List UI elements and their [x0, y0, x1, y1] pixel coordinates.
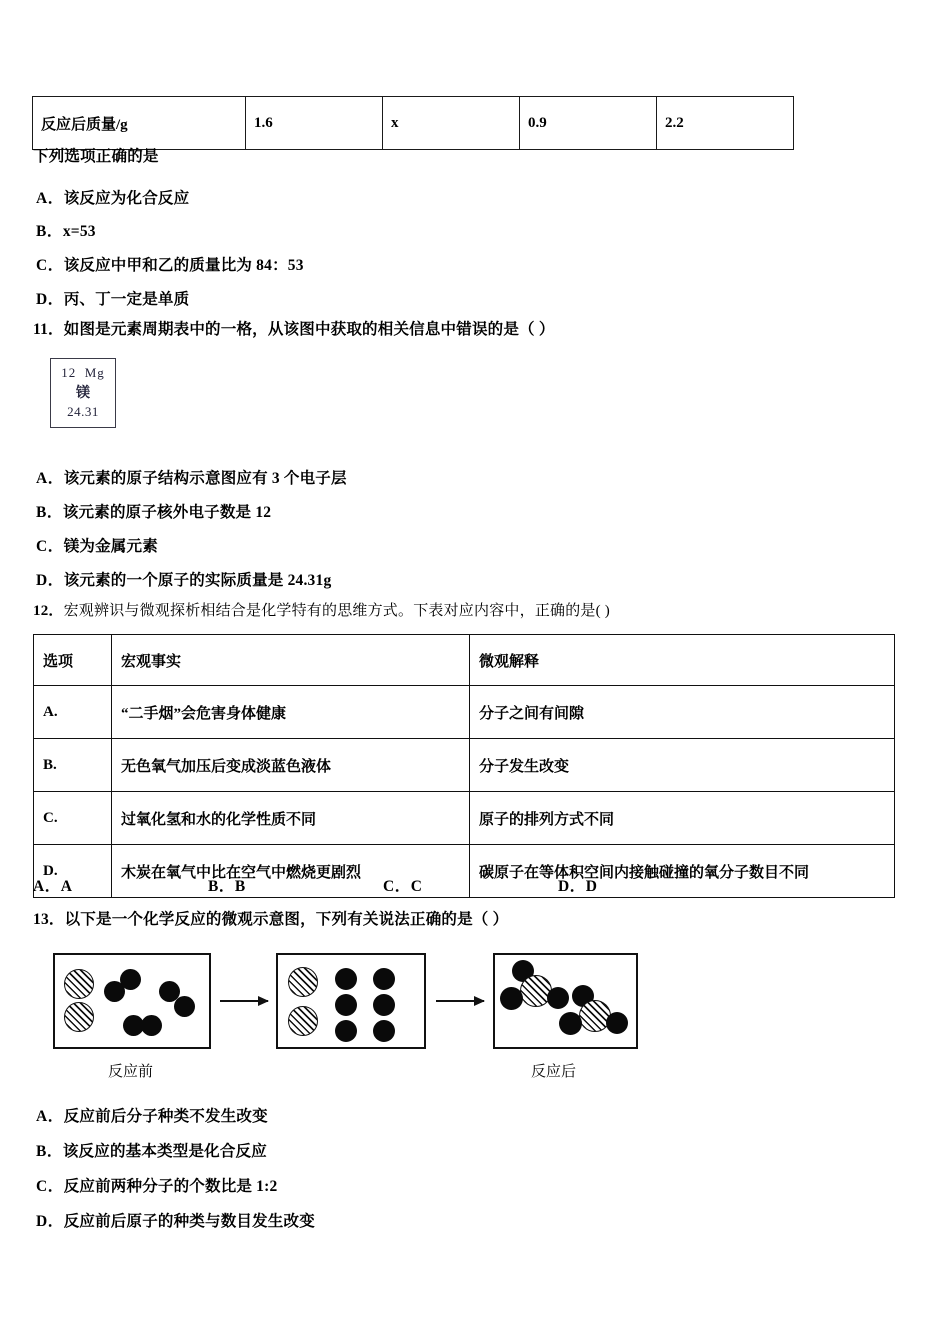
q12-answer-b: B．B	[208, 878, 246, 895]
row-label-cell: 反应后质量/g	[33, 97, 246, 150]
q10-option-b-text: x=53	[62, 223, 96, 240]
row-a-option: A.	[34, 686, 112, 739]
q10-option-d	[36, 287, 189, 309]
q13-option-a	[36, 1104, 268, 1126]
black-atom	[141, 1015, 162, 1036]
q13-option-d-label: D．	[36, 1213, 64, 1230]
q10-option-c-text: 该反应中甲和乙的质量比为 84：53	[63, 257, 304, 274]
black-atom	[335, 968, 357, 990]
mass-cell-1: 1.6	[246, 97, 383, 150]
q10-option-a-text: 该反应为化合反应	[63, 190, 190, 207]
q11-option-c-text: 镁为金属元素	[63, 538, 158, 555]
row-b-explain: 分子发生改变	[470, 739, 895, 792]
hatched-atom	[64, 969, 94, 999]
table-header-row	[34, 635, 895, 686]
q11-option-a-label: A．	[36, 470, 64, 487]
macro-micro-table	[33, 634, 895, 898]
black-atom	[500, 987, 523, 1010]
reaction-arrow-1-icon	[220, 1000, 268, 1002]
table-row	[34, 792, 895, 845]
q11-option-c	[36, 534, 158, 556]
black-atom	[120, 969, 141, 990]
q11-option-b-label: B．	[36, 504, 63, 521]
black-atom	[559, 1012, 582, 1035]
q10-option-d-text: 丙、丁一定是单质	[63, 291, 190, 308]
row-b-fact: 无色氧气加压后变成淡蓝色液体	[112, 739, 470, 792]
q12-answer-a: A．A	[33, 878, 73, 895]
q11-stem-text: 如图是元素周期表中的一格，从该图中获取的相关信息中错误的是（ ）	[63, 321, 555, 338]
q13-option-b	[36, 1139, 267, 1161]
mass-cell-3: 0.9	[520, 97, 657, 150]
black-atom	[335, 1020, 357, 1042]
q12-answer-row	[33, 874, 733, 896]
element-number-symbol	[51, 365, 115, 381]
q11-option-d-text: 该元素的一个原子的实际质量是 24.31g	[63, 572, 332, 589]
mass-cell-4: 2.2	[657, 97, 794, 150]
q11-option-d	[36, 568, 331, 590]
q10-option-d-label: D．	[36, 291, 64, 308]
q10-option-c	[36, 253, 304, 275]
q11-option-b	[36, 500, 271, 522]
hatched-atom	[64, 1002, 94, 1032]
q13-stem	[33, 910, 508, 929]
q11-option-a	[36, 466, 347, 488]
mass-cell-2: x	[383, 97, 520, 150]
q13-option-c	[36, 1174, 277, 1196]
q13-option-a-text: 反应前后分子种类不发生改变	[63, 1108, 268, 1125]
q12-answer-d: D．D	[558, 878, 598, 895]
q12-answer-c: C．C	[383, 878, 423, 895]
black-atom	[606, 1012, 628, 1034]
diagram-box-intermediate	[276, 953, 426, 1049]
row-d-fact: 木炭在氧气中比在空气中燃烧更剧烈	[112, 845, 470, 898]
header-explain: 微观解释	[470, 635, 895, 686]
q10-option-b-label: B．	[36, 223, 63, 240]
hatched-atom	[288, 1006, 318, 1036]
q11-option-b-text: 该元素的原子核外电子数是 12	[62, 504, 272, 521]
q11-option-c-label: C．	[36, 538, 64, 555]
reaction-arrow-2-icon	[436, 1000, 484, 1002]
row-b-option: B.	[34, 739, 112, 792]
row-c-option: C.	[34, 792, 112, 845]
black-atom	[174, 996, 195, 1017]
q10-option-a	[36, 186, 189, 208]
q13-option-b-text: 该反应的基本类型是化合反应	[62, 1143, 267, 1160]
row-c-fact: 过氧化氢和水的化学性质不同	[112, 792, 470, 845]
black-atom	[373, 994, 395, 1016]
element-name-cn: 镁	[76, 386, 90, 401]
row-a-explain: 分子之间有间隙	[470, 686, 895, 739]
q11-option-a-text: 该元素的原子结构示意图应有 3 个电子层	[63, 470, 347, 487]
table-row	[34, 739, 895, 792]
periodic-element-cell	[50, 358, 116, 428]
q12-stem	[33, 602, 610, 621]
table-row	[33, 97, 794, 150]
row-d-explain: 碳原子在等体积空间内接触碰撞的氧分子数目不同	[470, 845, 895, 898]
row-d-option: D.	[34, 845, 112, 898]
black-atom	[335, 994, 357, 1016]
mass-after-reaction-table	[32, 96, 794, 150]
diagram-box-after	[493, 953, 638, 1049]
element-symbol: Mg	[84, 365, 105, 380]
q12-number: 12．	[33, 603, 64, 619]
element-atomic-mass: 24.31	[67, 404, 99, 419]
black-atom	[373, 968, 395, 990]
q11-number: 11．	[33, 321, 64, 338]
q13-number: 13．	[33, 911, 65, 928]
q13-option-b-label: B．	[36, 1143, 63, 1160]
q10-option-a-label: A．	[36, 190, 64, 207]
diagram-caption-after: 反应后	[531, 1063, 577, 1080]
black-atom	[373, 1020, 395, 1042]
q11-stem	[33, 320, 555, 339]
q13-option-a-label: A．	[36, 1108, 64, 1125]
row-a-fact: “二手烟”会危害身体健康	[112, 686, 470, 739]
black-atom	[547, 987, 569, 1009]
hatched-atom	[288, 967, 318, 997]
header-fact: 宏观事实	[112, 635, 470, 686]
q13-option-c-label: C．	[36, 1178, 64, 1195]
diagram-caption-before: 反应前	[108, 1063, 154, 1080]
diagram-box-before	[53, 953, 211, 1049]
q13-option-d-text: 反应前后原子的种类与数目发生改变	[63, 1213, 315, 1230]
q10-option-b	[36, 219, 96, 241]
prompt-after-table: 下列选项正确的是	[33, 148, 159, 165]
q13-option-d	[36, 1209, 315, 1231]
q10-option-c-label: C．	[36, 257, 64, 274]
header-option: 选项	[34, 635, 112, 686]
q11-option-d-label: D．	[36, 572, 64, 589]
q12-stem-text: 宏观辨识与微观探析相结合是化学特有的思维方式。下表对应内容中，正确的是( )	[63, 603, 610, 619]
q13-stem-text: 以下是一个化学反应的微观示意图，下列有关说法正确的是（ ）	[64, 911, 509, 928]
element-atomic-number: 12	[61, 365, 77, 380]
q13-option-c-text: 反应前两种分子的个数比是 1:2	[63, 1178, 278, 1195]
row-c-explain: 原子的排列方式不同	[470, 792, 895, 845]
reaction-microscopic-diagram	[48, 950, 688, 1060]
table-row	[34, 686, 895, 739]
